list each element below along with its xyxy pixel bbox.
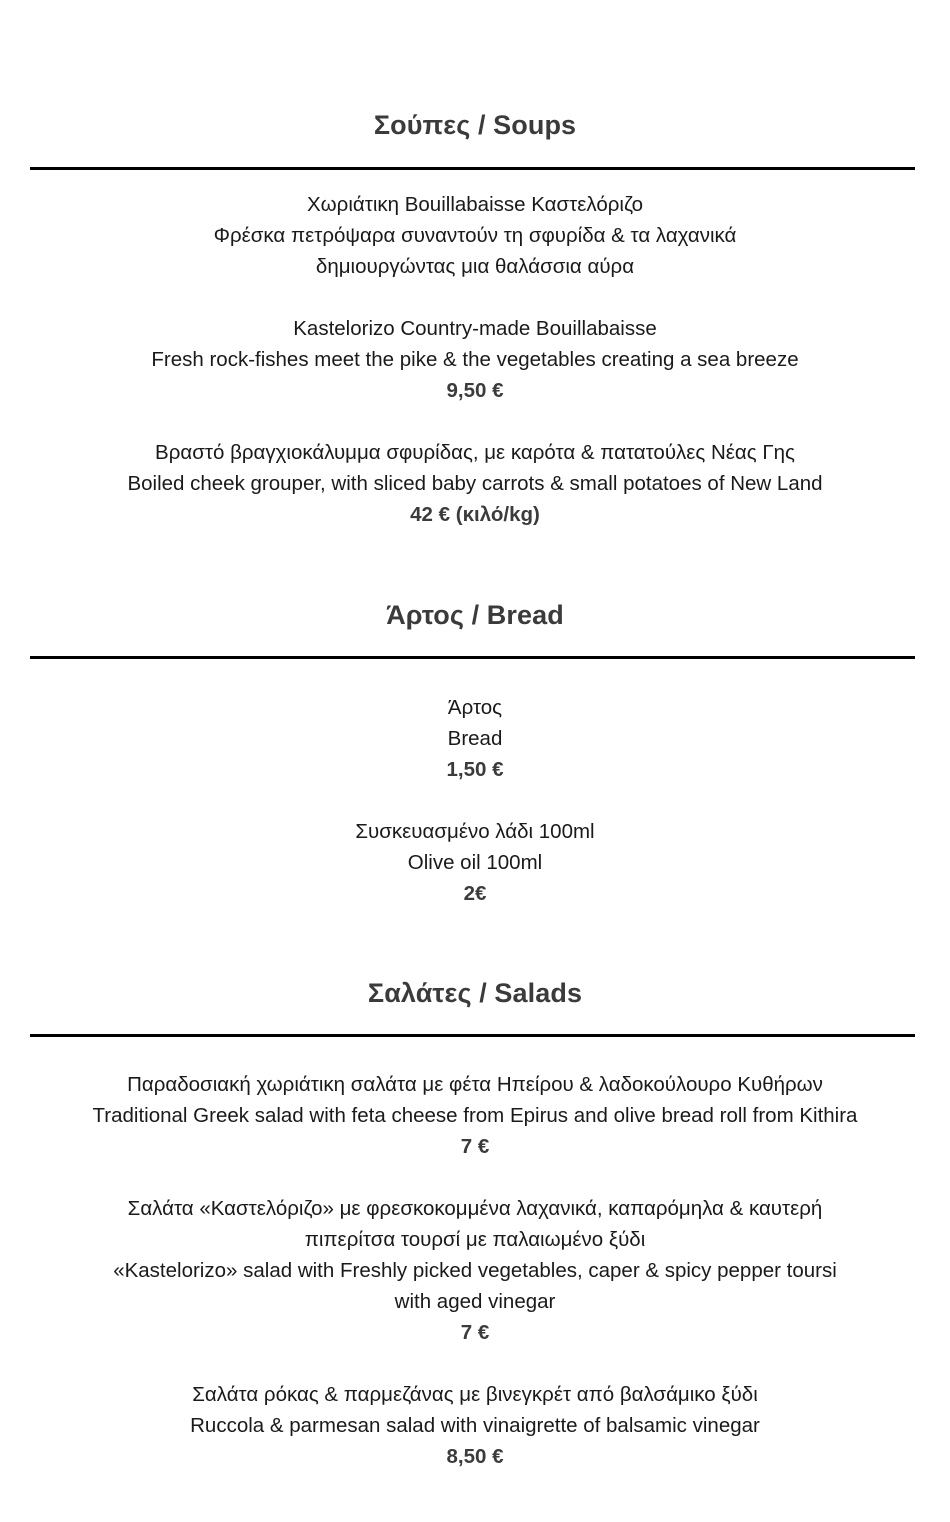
menu-item-line: Παραδοσιακή χωριάτικη σαλάτα με φέτα Ηπείρου & λαδοκούλουρο Κυθήρων — [127, 1073, 823, 1097]
menu-item-price: 7 € — [460, 1135, 490, 1159]
menu-item-line: Χωριάτικη Bouillabaisse Καστελόριζο — [306, 193, 644, 217]
menu-item — [30, 437, 920, 530]
menu-item-price: 42 € (κιλό/kg) — [410, 503, 540, 527]
menu-item-line: Σαλάτα «Καστελόριζο» με φρεσκοκομμένα λαχανικά, καπαρόμηλα & καυτερή — [127, 1197, 823, 1221]
section-heading-salads: Σαλάτες / Salads — [367, 978, 583, 1009]
section-divider-salads — [30, 1034, 915, 1037]
menu-item-line: Fresh rock-fishes meet the pike & the vegetables creating a sea breeze — [151, 348, 799, 372]
menu-section-soups — [30, 22, 920, 530]
menu-item-line: Άρτος — [447, 695, 503, 719]
menu-item — [30, 692, 920, 785]
menu-item-line: πιπερίτσα τουρσί με παλαιωμένο ξύδι — [304, 1228, 646, 1252]
menu-item — [30, 1069, 920, 1162]
section-divider-soups — [30, 167, 915, 170]
menu-item-line: Φρέσκα πετρόψαρα συναντούν τη σφυρίδα & τα λαχανικά — [213, 224, 737, 248]
section-heading-bread: Άρτος / Bread — [386, 599, 564, 630]
section-divider-bread — [30, 656, 915, 659]
menu-item-line: Ruccola & parmesan salad with vinaigrette of balsamic vinegar — [190, 1414, 760, 1438]
menu-item-line: Βραστό βραγχιοκάλυμμα σφυρίδας, με καρότα & πατατούλες Νέας Γης — [155, 441, 795, 465]
menu-item — [30, 1379, 920, 1472]
menu-page — [0, 22, 950, 1522]
menu-item-line: Σαλάτα ρόκας & παρμεζάνας με βινεγκρέτ από βαλσάμικο ξύδι — [192, 1383, 758, 1407]
menu-item-line-spacer — [30, 282, 920, 313]
menu-section-salads — [30, 931, 920, 1472]
menu-item — [30, 1193, 920, 1348]
menu-item-line: Συσκευασμένο λάδι 100ml — [355, 819, 595, 843]
menu-item-line: Olive oil 100ml — [407, 850, 543, 874]
menu-item-line: Bread — [447, 726, 503, 750]
menu-item-line: «Kastelorizo» salad with Freshly picked vegetables, caper & spicy pepper toursi — [113, 1259, 837, 1283]
menu-item-price: 9,50 € — [446, 379, 504, 403]
menu-item-price: 7 € — [460, 1321, 490, 1345]
menu-item — [30, 816, 920, 909]
menu-section-bread — [30, 553, 920, 909]
menu-item-line: Traditional Greek salad with feta cheese from Epirus and olive bread roll from Kithira — [92, 1104, 858, 1128]
menu-item — [30, 189, 920, 406]
menu-item-price: 2€ — [463, 881, 487, 905]
menu-item-line: δημιουργώντας μια θαλάσσια αύρα — [315, 255, 635, 279]
menu-item-line: Kastelorizo Country-made Bouillabaisse — [293, 317, 657, 341]
menu-item-line: with aged vinegar — [394, 1290, 556, 1314]
menu-item-price: 8,50 € — [446, 1445, 504, 1469]
menu-item-price: 1,50 € — [446, 757, 504, 781]
section-heading-soups: Σούπες / Soups — [373, 110, 577, 141]
menu-item-line: Boiled cheek grouper, with sliced baby carrots & small potatoes of New Land — [127, 472, 823, 496]
